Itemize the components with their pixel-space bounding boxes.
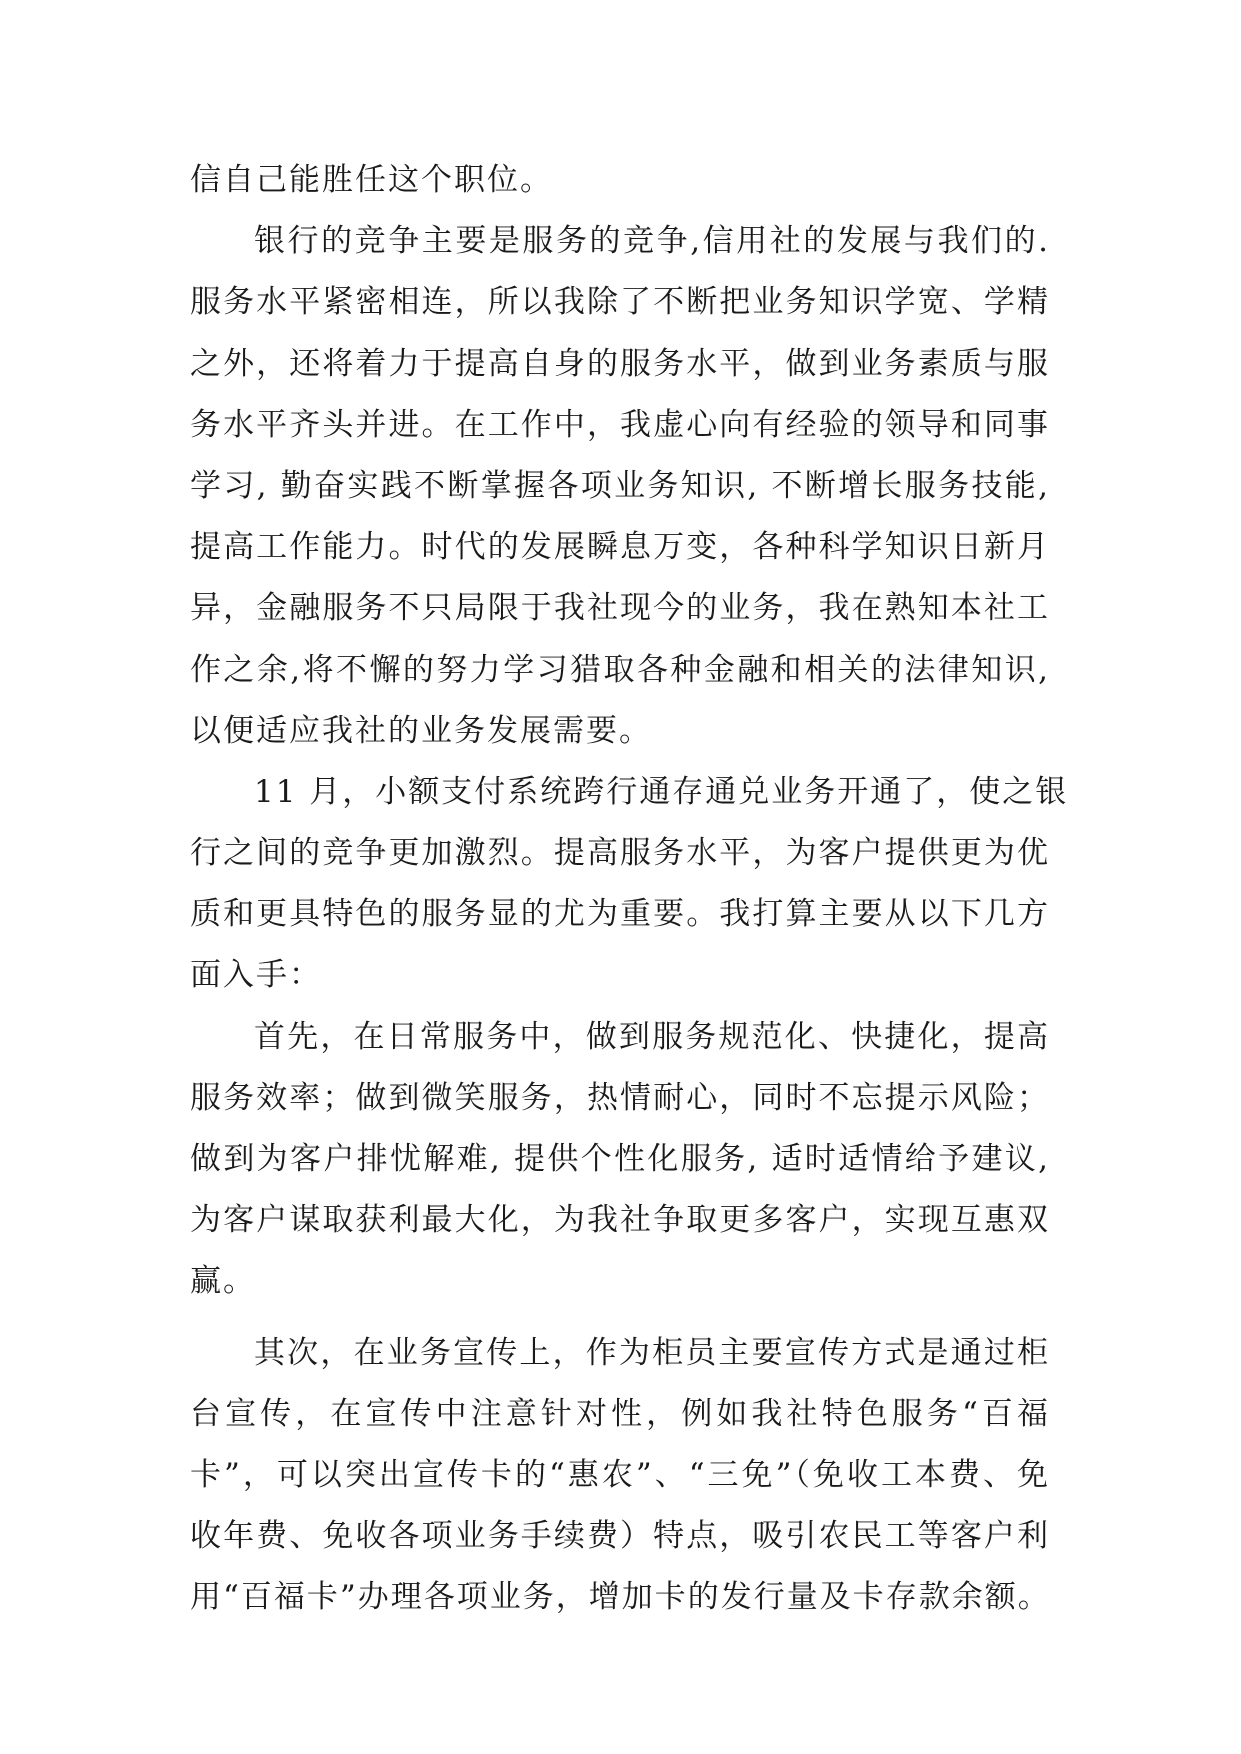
text-line: 台宣传，在宣传中注意针对性，例如我社特色服务“百福 [190, 1395, 1050, 1432]
text-line: 卡”，可以突出宣传卡的“惠农”、“三免”（免收工本费、免 [190, 1456, 1050, 1493]
text-line: 用“百福卡”办理各项业务，增加卡的发行量及卡存款余额。 [190, 1579, 1051, 1616]
text-line: 银行的竞争主要是服务的竞争,信用社的发展与我们的. [254, 223, 1050, 260]
text-line: 信自己能胜任这个职位。 [190, 162, 553, 198]
text-line: 异，金融服务不只局限于我社现今的业务，我在熟知本社工 [190, 590, 1050, 627]
text-line: 为客户谋取获利最大化，为我社争取更多客户，实现互惠双 [190, 1202, 1050, 1239]
text-line: 其次，在业务宣传上，作为柜员主要宣传方式是通过柜 [254, 1334, 1050, 1371]
text-line: 学习, 勤奋实践不断掌握各项业务知识, 不断增长服务技能, [190, 467, 1050, 504]
text-line: 做到为客户排忧解难, 提供个性化服务, 适时适情给予建议, [190, 1141, 1050, 1177]
text-line: 服务水平紧密相连，所以我除了不断把业务知识学宽、学精 [190, 284, 1050, 321]
document-body [190, 150, 1069, 1629]
text-line: 服务效率；做到微笑服务，热情耐心，同时不忘提示风险； [190, 1079, 1050, 1116]
text-line: 收年费、免收各项业务手续费）特点，吸引农民工等客户利 [190, 1518, 1050, 1555]
text-line: 11 月，小额支付系统跨行通存通兑业务开通了，使之银 [254, 773, 1069, 810]
text-line: 务水平齐头并进。在工作中，我虚心向有经验的领导和同事 [190, 406, 1050, 443]
text-line: 面入手： [190, 957, 322, 994]
text-line: 质和更具特色的服务显的尤为重要。我打算主要从以下几方 [190, 896, 1050, 933]
text-line: 行之间的竞争更加激烈。提高服务水平，为客户提供更为优 [190, 835, 1050, 872]
text-line: 之外，还将着力于提高自身的服务水平，做到业务素质与服 [190, 345, 1050, 382]
text-line: 首先，在日常服务中，做到服务规范化、快捷化，提高 [254, 1018, 1050, 1055]
text-line: 以便适应我社的业务发展需要。 [190, 712, 652, 749]
text-line: 作之余,将不懈的努力学习猎取各种金融和相关的法律知识, [190, 651, 1050, 688]
text-line: 提高工作能力。时代的发展瞬息万变，各种科学知识日新月 [190, 529, 1050, 566]
text-line: 赢。 [190, 1263, 256, 1300]
